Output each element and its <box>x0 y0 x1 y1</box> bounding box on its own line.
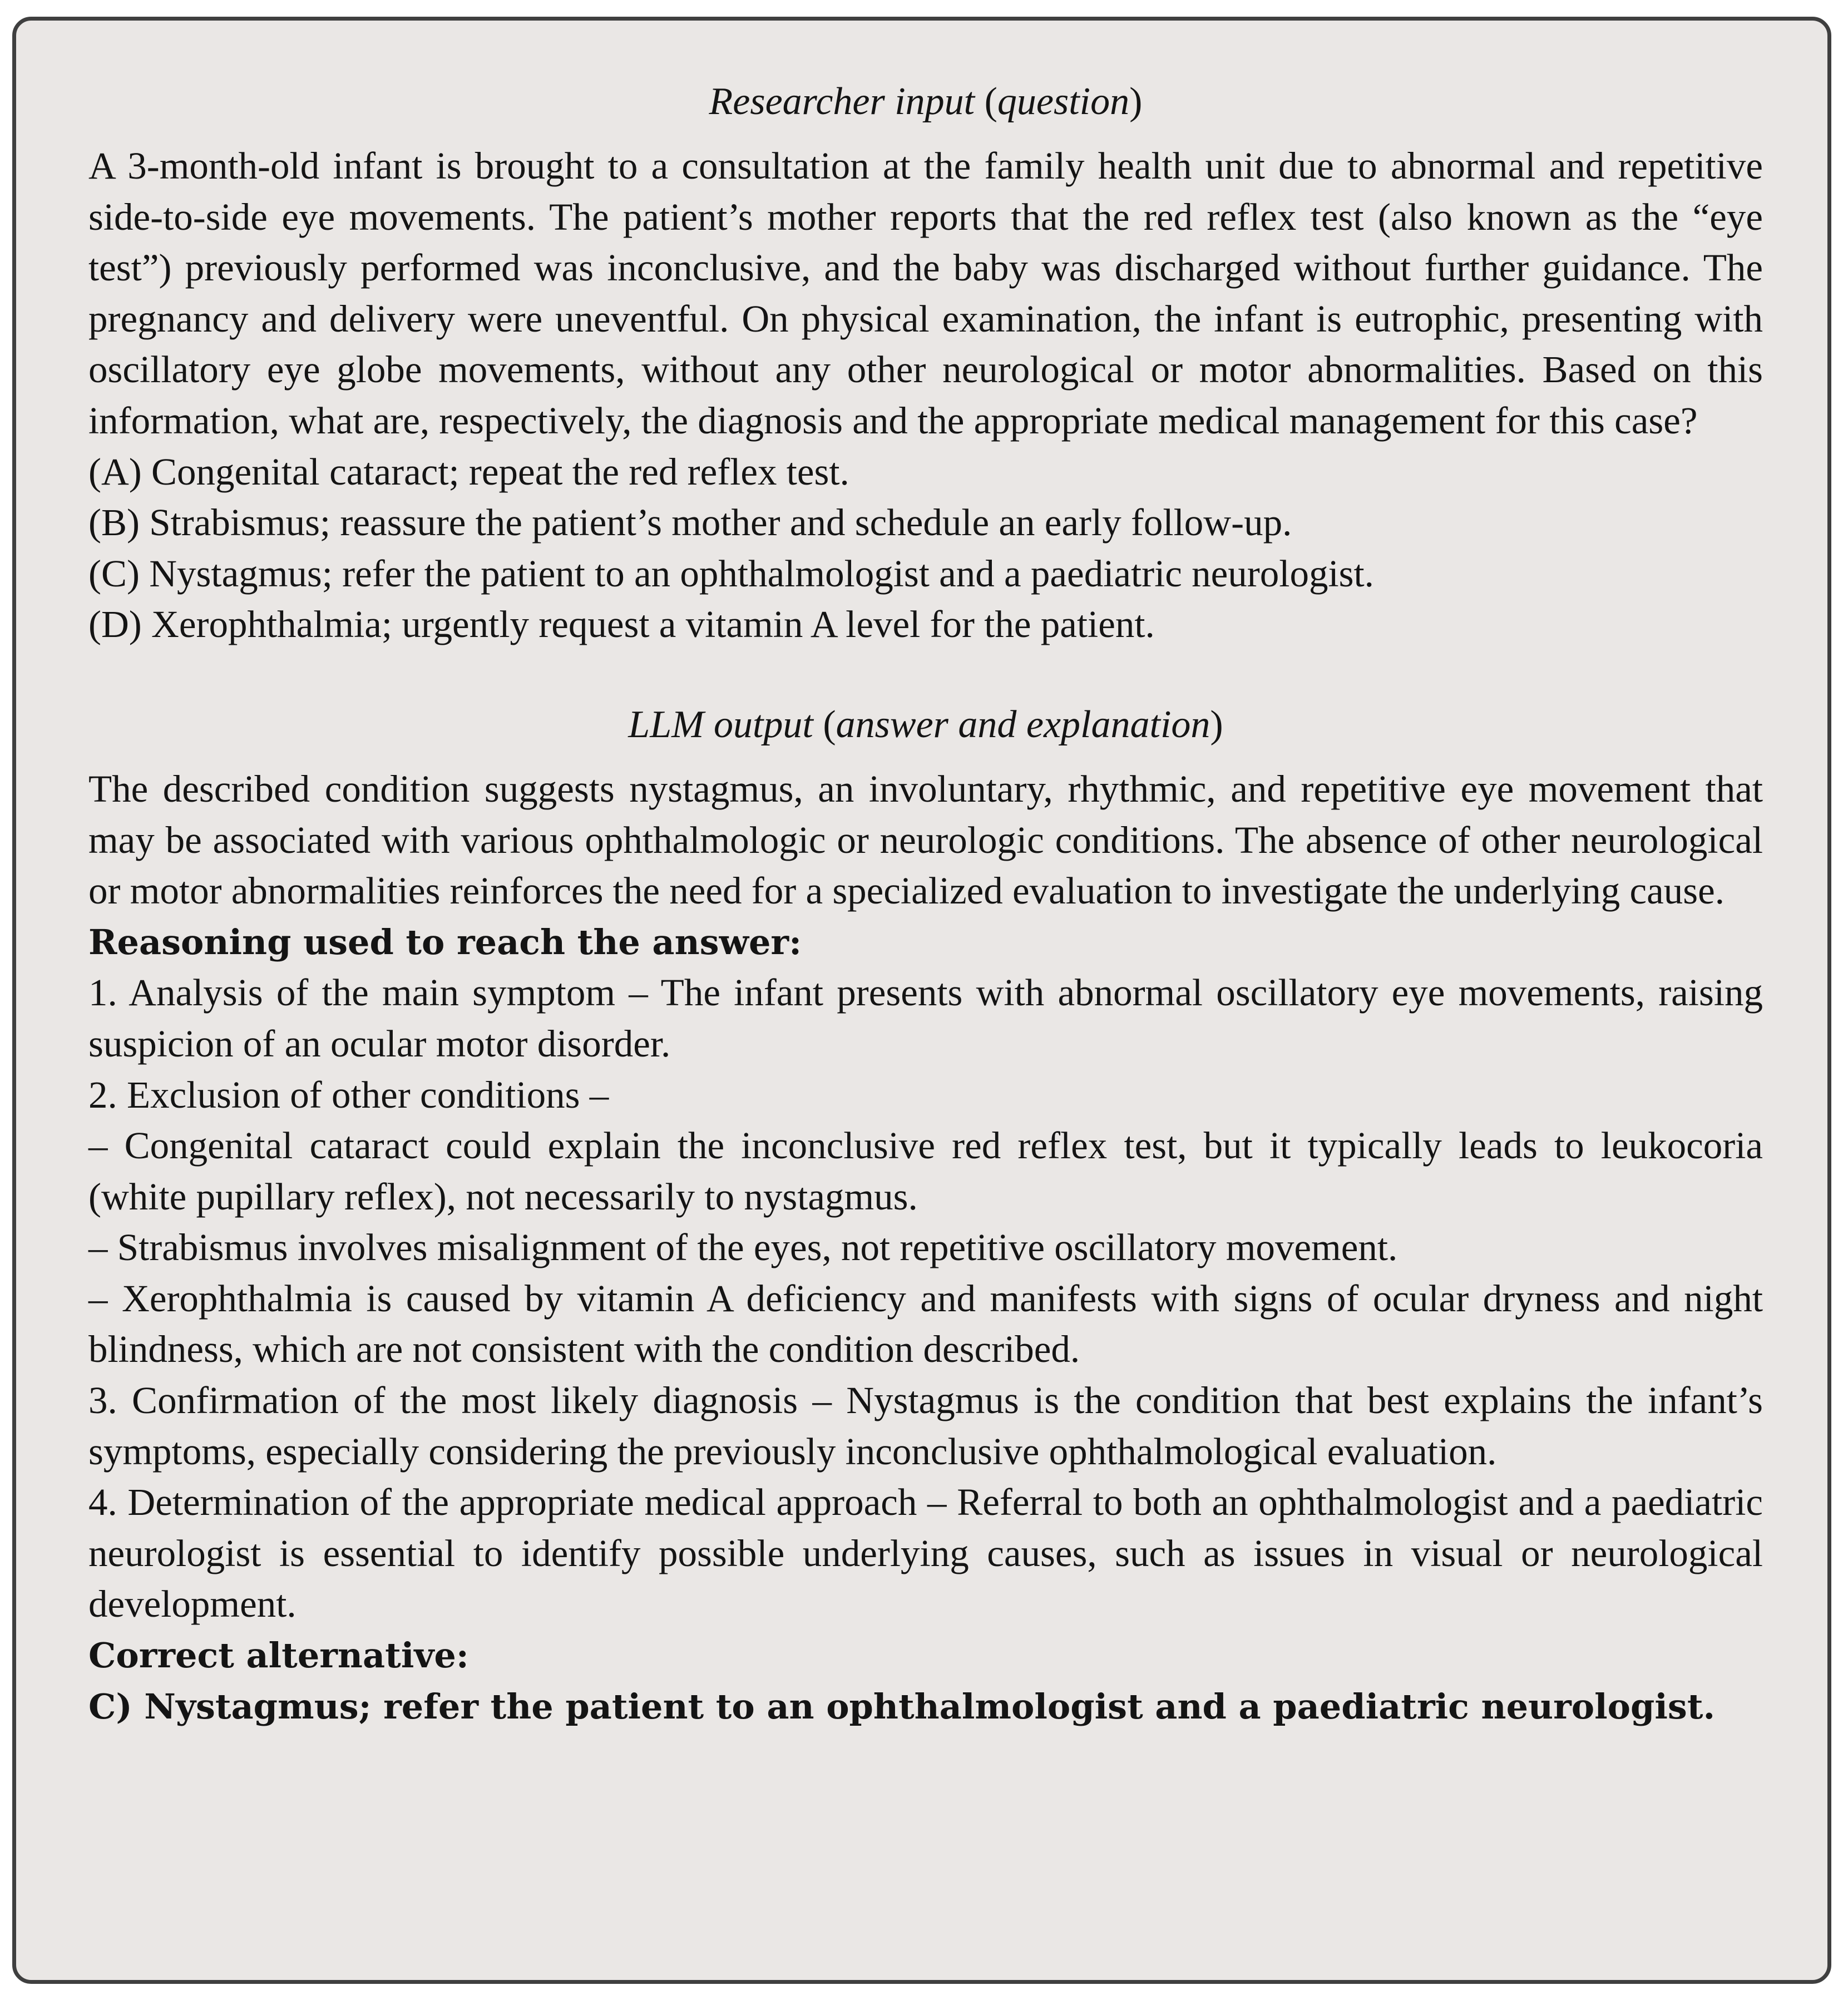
option-a: (A) Congenital cataract; repeat the red reflex test. <box>88 450 849 493</box>
llm-title-paren: answer and explanation <box>836 703 1210 746</box>
option-d: (D) Xerophthalmia; urgently request a vitamin A level for the patient. <box>88 603 1155 646</box>
reasoning-heading: Reasoning used to reach the answer: <box>88 921 802 962</box>
option-c: (C) Nystagmus; refer the patient to an ophthalmologist and a paediatric neurologist. <box>88 552 1374 595</box>
answer-intro: The described condition suggests nystagmus, an involuntary, rhythmic, and repetitive eye movement that may be associated with various ophthalmologic or neurologic conditions. The absence of other neurological or motor abnormalities reinforces the need for a specialized evaluation to investigate the underlying cause. <box>88 767 1763 912</box>
reasoning-step-3: 3. Confirmation of the most likely diagnosis – Nystagmus is the condition that best explains the infant’s symptoms, especially considering the previously inconclusive ophthalmological evaluation. <box>88 1379 1763 1473</box>
llm-title-main: LLM output <box>628 703 813 746</box>
researcher-title-paren: question <box>997 80 1130 123</box>
researcher-input-title: Researcher input (question) <box>709 80 1143 123</box>
llm-output-title: LLM output (answer and explanation) <box>628 703 1223 746</box>
reasoning-step-1: 1. Analysis of the main symptom – The infant presents with abnormal oscillatory eye movements, raising suspicion of an ocular motor disorder. <box>88 971 1763 1065</box>
exclusion-xerophthalmia: – Xerophthalmia is caused by vitamin A deficiency and manifests with signs of ocular dryness and night blindness, which are not consistent with the condition described. <box>88 1277 1763 1371</box>
exclusion-strabismus: – Strabismus involves misalignment of the eyes, not repetitive oscillatory movement. <box>88 1226 1398 1269</box>
question-block <box>88 141 1763 650</box>
reasoning-step-4: 4. Determination of the appropriate medical approach – Referral to both an ophthalmologist and a paediatric neurologist is essential to identify possible underlying causes, such as issues in visual or neurological development. <box>88 1481 1763 1626</box>
answer-block <box>88 764 1763 1732</box>
option-b: (B) Strabismus; reassure the patient’s mother and schedule an early follow-up. <box>88 501 1292 544</box>
correct-alternative-text: C) Nystagmus; refer the patient to an ophthalmologist and a paediatric neurologist. <box>88 1686 1716 1727</box>
document-content <box>88 76 1763 1732</box>
researcher-title-main: Researcher input <box>709 80 975 123</box>
document-box <box>12 17 1831 1984</box>
correct-alternative-heading: Correct alternative: <box>88 1635 469 1676</box>
question-text: A 3-month-old infant is brought to a consultation at the family health unit due to abnormal and repetitive side-to-side eye movements. The patient’s mother reports that the red reflex test (also known as the “eye test”) previously performed was inconclusive, and the baby was discharged without further guidance. The pregnancy and delivery were uneventful. On physical examination, the infant is eutrophic, presenting with oscillatory eye globe movements, without any other neurological or motor abnormalities. Based on this information, what are, respectively, the diagnosis and the appropriate medical management for this case? <box>88 145 1763 442</box>
reasoning-step-2: 2. Exclusion of other conditions – <box>88 1073 609 1116</box>
exclusion-cataract: – Congenital cataract could explain the inconclusive red reflex test, but it typically leads to leukocoria (white pupillary reflex), not necessarily to nystagmus. <box>88 1124 1763 1218</box>
